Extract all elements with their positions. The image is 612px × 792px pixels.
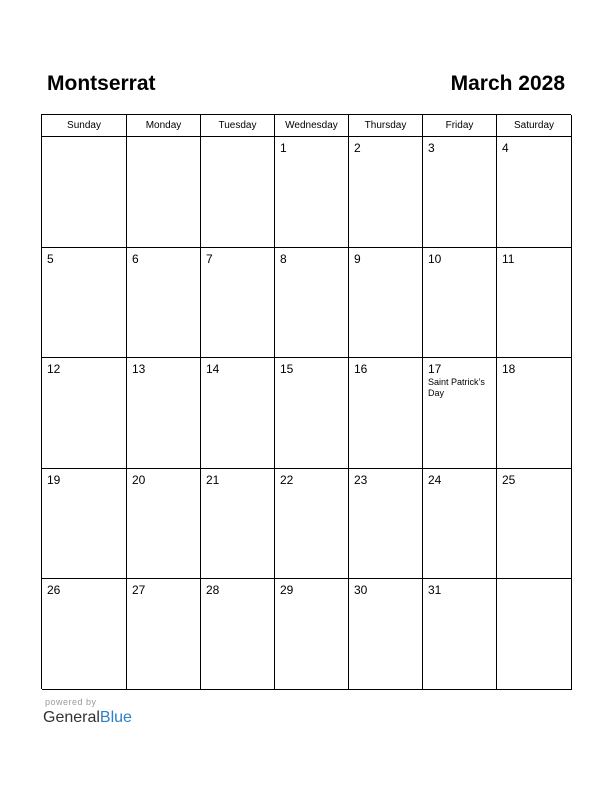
weekday-header-thursday: Thursday [349, 115, 423, 137]
day-number: 22 [280, 473, 294, 487]
day-number: 27 [132, 583, 146, 597]
day-number: 30 [354, 583, 368, 597]
day-cell [497, 358, 572, 469]
day-number: 2 [354, 141, 361, 155]
day-cell [127, 248, 201, 358]
day-cell [497, 469, 572, 579]
day-cell [349, 579, 423, 690]
day-number: 14 [206, 362, 220, 376]
day-cell [275, 358, 349, 469]
day-cell [127, 137, 201, 248]
day-cell [423, 137, 497, 248]
day-number: 10 [428, 252, 442, 266]
day-cell [423, 469, 497, 579]
day-cell [127, 579, 201, 690]
day-cell [423, 248, 497, 358]
day-number: 19 [47, 473, 61, 487]
country-title: Montserrat [47, 72, 156, 95]
generalblue-logo[interactable] [43, 708, 132, 728]
day-number: 6 [132, 252, 139, 266]
month-year-title: March 2028 [450, 72, 565, 95]
day-cell [201, 579, 275, 690]
day-number: 18 [502, 362, 516, 376]
day-cell [275, 469, 349, 579]
day-number: 5 [47, 252, 54, 266]
day-number: 31 [428, 583, 442, 597]
day-number: 7 [206, 252, 213, 266]
day-number: 20 [132, 473, 146, 487]
day-cell [201, 358, 275, 469]
footer-branding [43, 696, 132, 728]
day-number: 15 [280, 362, 294, 376]
day-cell [349, 248, 423, 358]
day-cell [497, 579, 572, 690]
day-number: 24 [428, 473, 442, 487]
day-cell-holiday [423, 358, 497, 469]
day-cell [42, 358, 127, 469]
day-cell [201, 248, 275, 358]
day-number: 12 [47, 362, 61, 376]
day-number: 9 [354, 252, 361, 266]
weekday-header-tuesday: Tuesday [201, 115, 275, 137]
day-number: 26 [47, 583, 61, 597]
day-cell [275, 137, 349, 248]
weekday-header-wednesday: Wednesday [275, 115, 349, 137]
day-cell [423, 579, 497, 690]
weekday-header-sunday: Sunday [42, 115, 127, 137]
day-cell [201, 469, 275, 579]
day-cell [349, 469, 423, 579]
day-cell [201, 137, 275, 248]
logo-text-blue: Blue [99, 709, 132, 726]
day-number: 17 [428, 362, 442, 376]
day-number: 11 [502, 252, 515, 266]
day-number: 8 [280, 252, 287, 266]
day-cell [42, 248, 127, 358]
day-number: 23 [354, 473, 368, 487]
day-number: 16 [354, 362, 368, 376]
day-cell [497, 248, 572, 358]
powered-by-label: powered by [45, 697, 97, 707]
day-number: 21 [206, 473, 220, 487]
day-number: 4 [502, 141, 509, 155]
day-cell [42, 579, 127, 690]
weekday-header-saturday: Saturday [497, 115, 572, 137]
day-number: 13 [132, 362, 146, 376]
day-number: 25 [502, 473, 516, 487]
calendar-grid [41, 114, 571, 689]
day-cell [42, 469, 127, 579]
day-cell [275, 248, 349, 358]
weekday-header-friday: Friday [423, 115, 497, 137]
day-number: 1 [280, 141, 287, 155]
day-number: 3 [428, 141, 435, 155]
day-cell [42, 137, 127, 248]
day-cell [127, 358, 201, 469]
day-cell [349, 137, 423, 248]
day-cell [497, 137, 572, 248]
day-cell [275, 579, 349, 690]
weekday-header-monday: Monday [127, 115, 201, 137]
logo-text-general: General [43, 709, 100, 726]
holiday-label: Saint Patrick’s Day [428, 377, 485, 398]
day-number: 29 [280, 583, 294, 597]
day-cell [127, 469, 201, 579]
day-cell [349, 358, 423, 469]
day-number: 28 [206, 583, 220, 597]
